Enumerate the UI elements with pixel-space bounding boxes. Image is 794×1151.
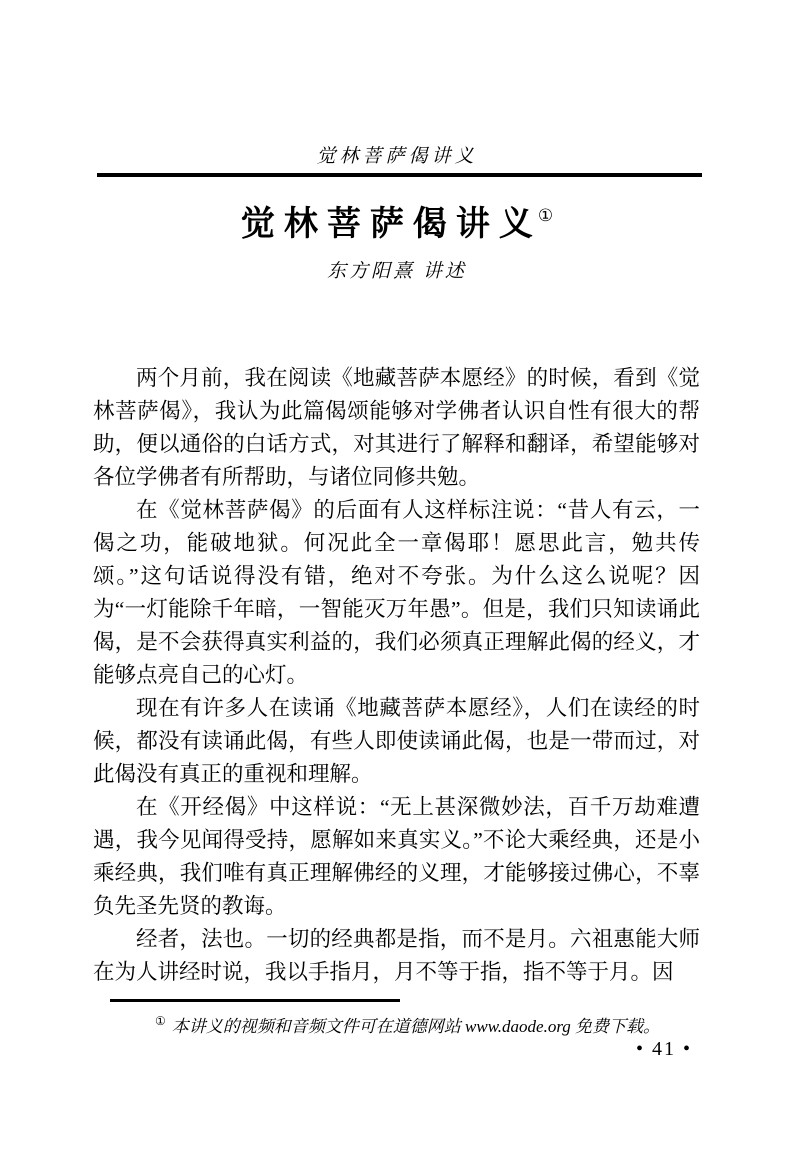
footnote: [155, 1008, 715, 1040]
paragraph-3: 现在有许多人在读诵《地藏菩萨本愿经》，人们在读经的时候，都没有读诵此偈，有些人即使读诵此偈，也是一带而过，对此偈没有真正的重视和理解。: [93, 696, 700, 786]
paragraph-2: 在《觉林菩萨偈》的后面有人这样标注说：“昔人有云，一偈之功，能破地狱。何况此全一章偈耶！愿思此言，勉共传颂。”这句话说得没有错，绝对不夸张。为什么这么说呢？因为“一灯能除千年暗，一智能灭万年愚”。但是，我们只知读诵此偈，是不会获得真实利益的，我们必须真正理解此偈的经义，才能够点亮自己的心灯。: [93, 498, 700, 687]
body-text: [93, 362, 700, 989]
page-number: • 41 •: [635, 1038, 692, 1060]
paragraph-4: 在《开经偈》中这样说：“无上甚深微妙法，百千万劫难遭遇，我今见闻得受持，愿解如来真实义。”不论大乘经典，还是小乘经典，我们唯有真正理解佛经的义理，才能够接过佛心，不辜负先圣先贤的教诲。: [93, 795, 700, 918]
paragraph-1: 两个月前，我在阅读《地藏菩萨本愿经》的时候，看到《觉林菩萨偈》，我认为此篇偈颂能够对学佛者认识自性有很大的帮助，便以通俗的白话方式，对其进行了解释和翻译，希望能够对各位学佛者有所帮助，与诸位同修共勉。: [93, 366, 700, 489]
author-line: 东方阳熹 讲述: [327, 261, 467, 282]
running-header: 觉林菩萨偈讲义: [316, 146, 478, 167]
document-title-text: 觉林菩萨偈讲义: [240, 206, 542, 243]
document-title: [0, 196, 794, 245]
header-rule: [97, 173, 702, 177]
footnote-text: 本讲义的视频和音频文件可在道德网站 www.daode.org 免费下载。: [171, 1017, 661, 1036]
footnote-rule: [110, 999, 400, 1002]
footnote-marker: ①: [155, 1014, 166, 1028]
paragraph-5: 经者，法也。一切的经典都是指，而不是月。六祖惠能大师在为人讲经时说，我以手指月，月不等于指，指不等于月。因: [93, 927, 700, 984]
title-footnote-ref: ①: [537, 206, 554, 225]
